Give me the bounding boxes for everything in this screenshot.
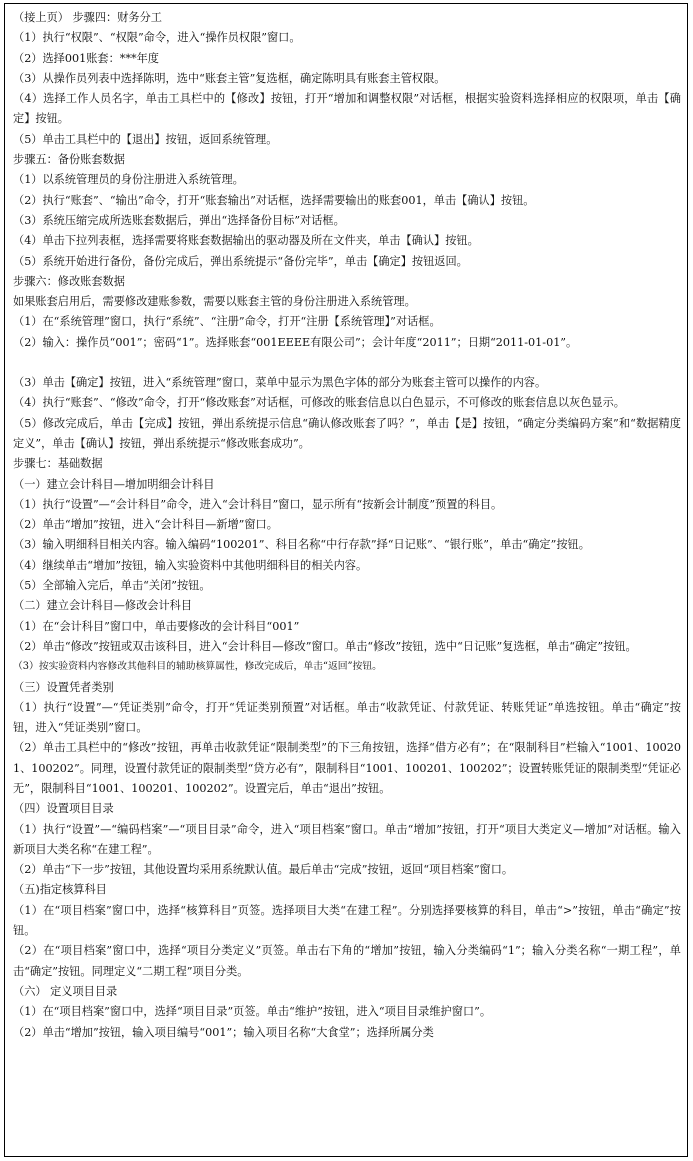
paragraph: （2）单击“修改”按钮或双击该科目，进入“会计科目—修改”窗口。单击“修改”按钮，选中“日记账”复选框，单击“确定”按钮。: [13, 639, 637, 653]
paragraph: （4）选择工作人员名字，单击工具栏中的【修改】按钮，打开“增加和调整权限”对话框，根据实验资料选择相应的权限项，单击【确定】按钮。: [13, 92, 681, 126]
paragraph: （2）输入：操作员“001”；密码“1”。选择账套“001EEEE有限公司”；会计年度“2011”；日期“2011-01-01”。: [13, 335, 578, 349]
paragraph: （2）单击“下一步”按钮，其他设置均采用系统默认值。最后单击“完成”按钮，返回“项目档案”窗口。: [13, 863, 514, 877]
subheading: （三）设置凭者类别: [13, 680, 114, 694]
paragraph: （2）单击“增加”按钮，进入“会计科目—新增”窗口。: [13, 518, 278, 532]
blank-line: [13, 353, 681, 373]
paragraph: （2）选择001账套：***年度: [13, 51, 159, 65]
heading-continued-step4: （接上页） 步骤四：财务分工: [13, 11, 162, 24]
subheading: （二）建立会计科目—修改会计科目: [13, 599, 193, 613]
paragraph: （2）在“项目档案”窗口中，选择“项目分类定义”页签。单击右下角的“增加”按钮，输入分类编码“1”；输入分类名称“一期工程”，单击“确定”按钮。同理定义“二期工程”项目分类。: [13, 944, 681, 978]
paragraph: （2）单击“增加”按钮，输入项目编号“001”；输入项目名称“大食堂”；选择所属分类: [13, 1025, 434, 1039]
subheading: （四）设置项目目录: [13, 802, 114, 816]
document-page: [4, 3, 688, 1157]
paragraph: （2）执行“账套”、“输出”命令，打开“账套输出”对话框，选择需要输出的账套001，单击【确认】按钮。: [13, 193, 535, 207]
heading-step7: 步骤七：基础数据: [13, 457, 103, 471]
paragraph: （3）按实验资料内容修改其他科目的辅助核算属性，修改完成后，单击“返回”按钮。: [13, 661, 382, 673]
paragraph: （1）在“项目档案”窗口中，选择“项目目录”页签。单击“维护”按钮，进入“项目目录维护窗口”。: [13, 1005, 492, 1019]
heading-step6: 步骤六：修改账套数据: [13, 274, 125, 288]
paragraph: （1）以系统管理员的身份注册进入系统管理。: [13, 173, 244, 187]
subheading: （五)指定核算科目: [13, 883, 107, 897]
paragraph: （1）执行“设置”—“会计科目”命令，进入“会计科目”窗口，显示所有“按新会计制度”预置的科目。: [13, 497, 503, 511]
paragraph: （3）系统压缩完成所选账套数据后，弹出“选择备份目标”对话框。: [13, 213, 345, 227]
heading-step5: 步骤五：备份账套数据: [13, 153, 125, 167]
paragraph: （3）单击【确定】按钮，进入“系统管理”窗口，菜单中显示为黑色字体的部分为账套主管可以操作的内容。: [13, 376, 547, 390]
paragraph: （1）执行“权限”、“权限”命令，进入“操作员权限”窗口。: [13, 31, 301, 45]
paragraph: （1）执行“设置”—“凭证类别”命令，打开“凭证类别预置”对话框。单击“收款凭证、付款凭证、转账凭证”单选按钮。单击“确定”按钮，进入“凭证类别”窗口。: [13, 700, 681, 735]
paragraph: （4）单击下拉列表框，选择需要将账套数据输出的驱动器及所在文件夹，单击【确认】按钮。: [13, 234, 479, 248]
paragraph: （4）继续单击“增加”按钮，输入实验资料中其他明细科目的相关内容。: [13, 558, 368, 572]
paragraph: 如果账套启用后，需要修改建账参数，需要以账套主管的身份注册进入系统管理。: [13, 295, 416, 309]
paragraph: （2）单击工具栏中的“修改”按钮，再单击收款凭证“限制类型”的下三角按钮，选择“借方必有”；在“限制科目”栏输入“1001、100201、100202”。同理，设置付款凭证的限制类型“贷方必有”，限制科目“1001、100201、100202”；设置转账凭证的限制类型“凭证必无”，限制科目“1001、100201、100202”。设置完后，单击“退出”按钮。: [13, 741, 681, 795]
subheading: （六） 定义项目目录: [13, 984, 118, 998]
paragraph: （1）在“项目档案”窗口中，选择“核算科目”页签。选择项目大类“在建工程”。分别选择要核算的科目，单击“>”按钮，单击“确定”按钮。: [13, 903, 681, 938]
paragraph: （5）全部输入完后，单击“关闭”按钮。: [13, 579, 211, 593]
paragraph: （1）执行“设置”—“编码档案”—“项目目录”命令，进入“项目档案”窗口。单击“增加”按钮，打开“项目大类定义—增加”对话框。输入新项目大类名称“在建工程”。: [13, 822, 681, 856]
paragraph: （3）从操作员列表中选择陈明，选中“账套主管”复选框，确定陈明具有账套主管权限。: [13, 71, 446, 85]
paragraph: （1）在“系统管理”窗口，执行“系统”、“注册”命令，打开“注册【系统管理】”对话框。: [13, 315, 441, 329]
paragraph: （5）系统开始进行备份，备份完成后，弹出系统提示“备份完毕”，单击【确定】按钮返回。: [13, 254, 468, 268]
paragraph: （5）单击工具栏中的【退出】按钮，返回系统管理。: [13, 132, 278, 146]
paragraph: （5）修改完成后，单击【完成】按钮，弹出系统提示信息“确认修改账套了吗？”，单击【是】按钮，“确定分类编码方案”和“数据精度定义”，单击【确认】按钮，弹出系统提示“修改账套成功”。: [13, 416, 681, 450]
subheading: （一）建立会计科目—增加明细会计科目: [13, 477, 215, 491]
paragraph: （4）执行“账套”、“修改”命令，打开“修改账套”对话框，可修改的账套信息以白色显示，不可修改的账套信息以灰色显示。: [13, 396, 625, 410]
paragraph: （1）在“会计科目”窗口中，单击要修改的会计科目“001”: [13, 619, 300, 633]
paragraph: （3）输入明细科目相关内容。输入编码“100201”、科目名称“中行存款”择“日记账”、“银行账”，单击“确定”按钮。: [13, 538, 590, 552]
